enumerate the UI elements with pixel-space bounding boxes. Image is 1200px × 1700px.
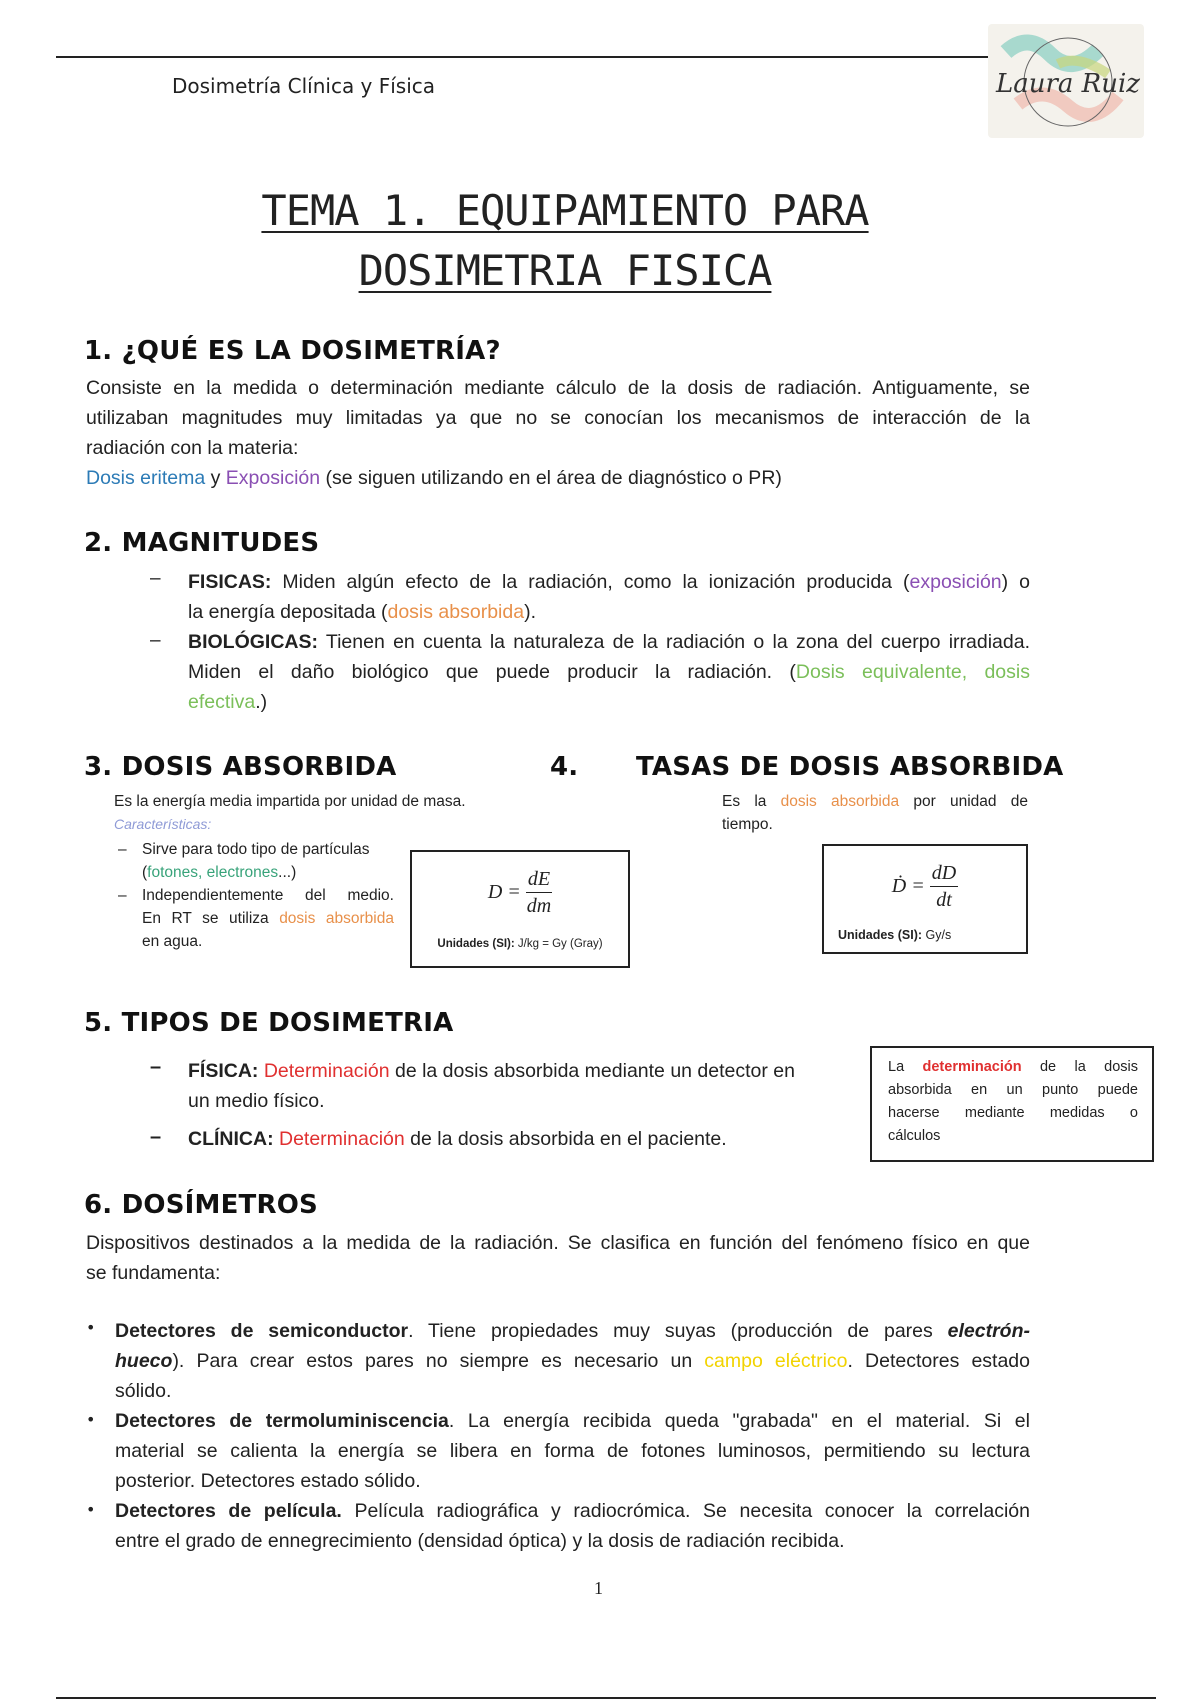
formula-dosis-absorbida-box: D = $\frac{dE}{dm}$ Unidades (SI): J/kg = Gy (Gray) [410, 850, 630, 968]
dosis-absorbida-bullets: – Sirve para todo tipo de partículas (fotones, electrones...) – Independientemente del medio. En RT se utiliza dosis absorbida en agua. [118, 841, 394, 950]
section1-heading: 1. ¿QUÉ ES LA DOSIMETRÍA? [84, 336, 501, 366]
svg-text:Laura Ruiz: Laura Ruiz [995, 69, 1141, 99]
list-dash: – [150, 1126, 162, 1148]
list-bullet: • [86, 1318, 96, 1337]
determinacion-note-box: La determinación de la dosis absorbida en un punto puede hacerse mediante medidas o cálculos [870, 1046, 1154, 1162]
list-dash: – [150, 1056, 162, 1078]
page-number: 1 [594, 1578, 603, 1598]
dosis-absorbida-def: Es la energía media impartida por unidad de masa. [114, 793, 466, 810]
term-exposicion: Exposición [225, 467, 321, 489]
dosimetros-intro: Dispositivos destinados a la medida de la radiación. Se clasifica en función del fenómeno físico en que se fundamenta: [86, 1232, 1030, 1284]
magnitudes-fisicas: FISICAS: Miden algún efecto de la radiación, como la ionización producida (exposición) o la energía depositada (dosis absorbida). [188, 571, 1030, 623]
term-dosis-eritema: Dosis eritema [86, 467, 206, 489]
course-title: Dosimetría Clínica y Física [172, 74, 436, 98]
section6-heading: 6. DOSÍMETROS [84, 1190, 318, 1220]
list-dash: – [150, 630, 161, 651]
dosimetria-clinica: CLÍNICA: Determinación de la dosis absorbida en el paciente. [188, 1128, 727, 1150]
header-rule [56, 56, 988, 58]
list-bullet: • [86, 1500, 96, 1519]
detector-termoluminiscencia: Detectores de termoluminiscencia. La energía recibida queda "grabada" en el material. Si el material se calienta la energía se libera en forma de fotones luminosos, permitiendo su lectura posterior. Detectores estado sólido. [115, 1410, 1030, 1492]
section1-text: Consiste en la medida o determinación mediante cálculo de la dosis de radiación. Antiguamente, se utilizaban magnitudes muy limitadas ya que no se conocían los mecanismos de interacción de la radiación con la materia: Dosis eritema y Exposición (se siguen utilizando en el área de diagnóstico o PR) [86, 377, 1030, 489]
section4-number: 4. [550, 752, 579, 782]
section5-heading: 5. TIPOS DE DOSIMETRIA [84, 1008, 454, 1038]
formula-tasa-dosis-box: Ḋ = $\frac{dD}{dt}$ Unidades (SI): Gy/s [822, 844, 1028, 954]
footer-rule [56, 1697, 1156, 1699]
detector-pelicula: Detectores de película. Película radiográfica y radiocrómica. Se necesita conocer la correlación entre el grado de ennegrecimiento (densidad óptica) y la dosis de radiación recibida. [115, 1500, 1030, 1552]
author-logo [988, 24, 1144, 138]
magnitudes-biologicas: BIOLÓGICAS: Tienen en cuenta la naturaleza de la radiación o la zona del cuerpo irradiada. Miden el daño biológico que puede producir la radiación. (Dosis equivalente, dosis efectiva.) [188, 631, 1030, 713]
detector-semiconductor: Detectores de semiconductor. Tiene propiedades muy suyas (producción de pares electrón- hueco). Para crear estos pares no siempre es necesario un campo eléctrico. Detectores estado sólido. [115, 1320, 1030, 1402]
section4-heading: TASAS DE DOSIS ABSORBIDA [636, 752, 1064, 782]
section2-heading: 2. MAGNITUDES [84, 528, 320, 558]
list-bullet: • [86, 1410, 96, 1429]
page-title-line1: TEMA 1. EQUIPAMIENTO PARA [261, 186, 869, 235]
section3-heading: 3. DOSIS ABSORBIDA [84, 752, 397, 782]
tasa-dosis-def: Es la dosis absorbida por unidad de tiempo. [722, 793, 1029, 833]
caracteristicas-label: Características: [114, 816, 212, 832]
page-title-line2: DOSIMETRIA FISICA [358, 246, 772, 295]
list-dash: – [150, 568, 161, 589]
dosimetria-fisica: FÍSICA: Determinación de la dosis absorbida mediante un detector en un medio físico. [188, 1060, 795, 1112]
